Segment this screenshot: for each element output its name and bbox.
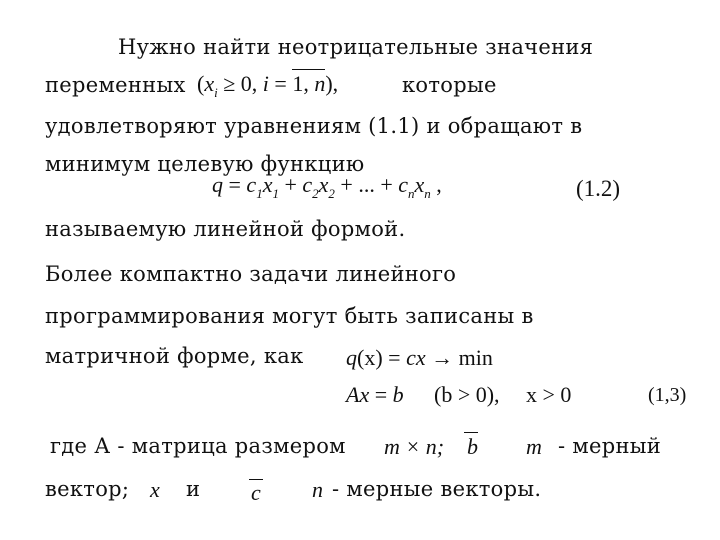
var-n: n: [312, 477, 323, 502]
equals: =: [223, 172, 247, 197]
min: min: [458, 345, 493, 370]
range-overline: [292, 71, 325, 96]
vector-c: c: [251, 480, 261, 505]
coef-c1: c: [246, 172, 257, 197]
equation-label-1-2: (1.2): [576, 176, 621, 201]
text-line-7: программирования могут быть записаны в: [45, 304, 534, 328]
coef-c2: c: [302, 172, 313, 197]
var-x: x: [204, 71, 215, 96]
formula-constraints: [346, 382, 404, 408]
text-line-1: Нужно найти неотрицательные значения: [118, 35, 594, 59]
constraint-b-positive: (b > 0),: [434, 382, 500, 407]
sub-1b: 1: [272, 186, 279, 201]
text-line-6: Более компактно задачи линейного: [45, 262, 457, 286]
arrow: →: [425, 345, 459, 370]
sub-nb: n: [424, 186, 431, 201]
formula-variable-condition: [197, 71, 339, 100]
range-one: 1: [292, 71, 304, 96]
var-x: x: [150, 477, 160, 502]
paren-close: ),: [325, 71, 339, 96]
text-line-2a: переменных: [45, 73, 186, 97]
text-line-9a: где А - матрица размером: [50, 434, 346, 458]
matrix-size: m × n;: [384, 434, 445, 459]
index-i-2: i: [262, 71, 269, 96]
var-b: b: [392, 382, 404, 407]
text-line-10b: и: [186, 477, 201, 501]
term-ax: Ax: [346, 382, 370, 407]
comma: ,: [430, 172, 442, 197]
text-line-10c: - мерные векторы.: [332, 477, 542, 501]
index-i: i: [214, 85, 218, 100]
text-line-10a: вектор;: [45, 477, 130, 501]
var-q: q: [346, 345, 357, 370]
sub-2b: 2: [328, 186, 335, 201]
text-line-5: называемую линейной формой.: [45, 217, 406, 241]
text-line-2b: которые: [402, 73, 497, 97]
vector-b-bar: [464, 432, 478, 433]
geq-zero: ≥ 0,: [217, 71, 263, 96]
range-sep: ,: [303, 71, 315, 96]
sub-1: 1: [256, 186, 263, 201]
var-m: m: [526, 434, 542, 459]
sub-n: n: [408, 186, 415, 201]
plus-1: +: [278, 172, 303, 197]
var-x2: x: [318, 172, 329, 197]
var-xn: x: [414, 172, 425, 197]
var-x1: x: [262, 172, 273, 197]
arg-x: (x) =: [357, 345, 407, 370]
range-n: n: [314, 71, 326, 96]
vector-b: b: [467, 434, 478, 459]
vector-c-bar: [249, 479, 263, 480]
text-line-4: минимум целевую функцию: [45, 152, 365, 176]
equals: =: [268, 71, 293, 96]
text-line-3: удовлетворяют уравнениям (1.1) и обращают в: [45, 114, 583, 138]
text-line-9b: - мерный: [558, 434, 662, 458]
formula-objective: [212, 172, 442, 201]
var-q: q: [212, 172, 223, 197]
paren-open: (: [197, 71, 205, 96]
equation-label-1-3: (1,3): [648, 384, 687, 406]
constraint-x-positive: x > 0: [526, 382, 572, 407]
sub-2: 2: [312, 186, 319, 201]
coef-cn: c: [398, 172, 408, 197]
text-line-8: матричной форме, как: [45, 344, 304, 368]
plus-dots: + ... +: [334, 172, 399, 197]
formula-matrix-objective: [346, 345, 493, 371]
equals: =: [369, 382, 393, 407]
term-cx: cx: [406, 345, 426, 370]
